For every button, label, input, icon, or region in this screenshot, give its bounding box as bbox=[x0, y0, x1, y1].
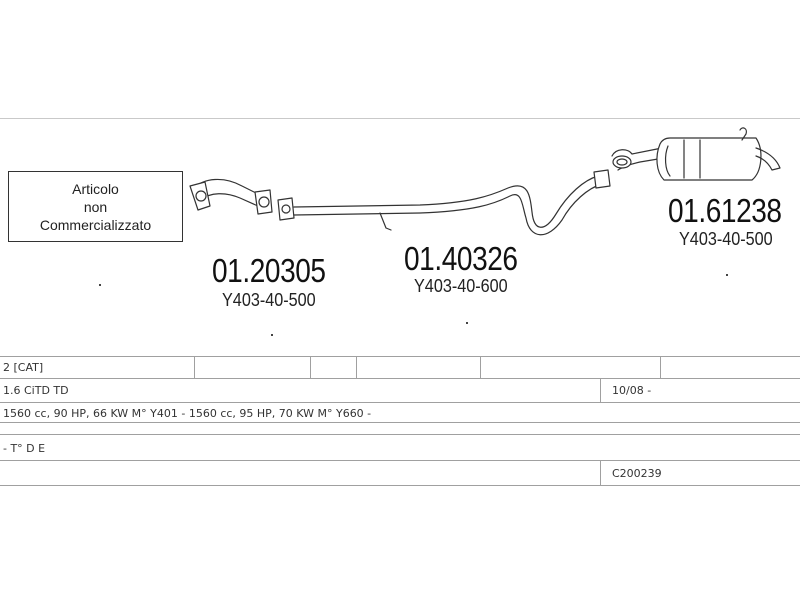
table-row bbox=[0, 402, 800, 423]
center-pipe-drawing[interactable] bbox=[278, 170, 610, 235]
dot-marker bbox=[466, 322, 468, 324]
table-row bbox=[0, 460, 800, 486]
column-separator bbox=[660, 357, 661, 379]
engine-cell: 1560 cc, 90 HP, 66 KW M° Y401 - 1560 cc, 95 HP, 70 KW M° Y660 - bbox=[3, 407, 372, 420]
row-label: 2 [CAT] bbox=[3, 361, 44, 374]
not-available-line-2: non bbox=[83, 198, 108, 215]
table-row bbox=[0, 434, 800, 461]
column-separator bbox=[194, 357, 195, 379]
table-row bbox=[0, 378, 800, 403]
column-separator bbox=[356, 357, 357, 379]
column-separator bbox=[600, 461, 601, 486]
dot-marker bbox=[726, 274, 728, 276]
rear-muffler-drawing[interactable] bbox=[612, 128, 780, 180]
part-ref-center-pipe: Y403-40-600 bbox=[414, 276, 508, 296]
part-ref-rear-muffler: Y403-40-500 bbox=[679, 229, 773, 249]
model-cell: 1.6 CiTD TD bbox=[3, 384, 69, 397]
column-separator bbox=[310, 357, 311, 379]
table-row bbox=[0, 356, 800, 379]
not-available-line-1: Articolo bbox=[72, 180, 119, 197]
not-available-line-3: Commercializzato bbox=[39, 216, 152, 233]
part-code-front-pipe[interactable]: 01.20305 bbox=[212, 252, 326, 289]
part-ref-front-pipe: Y403-40-500 bbox=[222, 290, 316, 310]
reference-code-cell: C200239 bbox=[612, 467, 662, 480]
market-cell: - T° D E bbox=[3, 442, 46, 455]
part-code-center-pipe[interactable]: 01.40326 bbox=[404, 240, 518, 277]
column-separator bbox=[600, 379, 601, 403]
column-separator bbox=[480, 357, 481, 379]
dot-marker bbox=[99, 284, 101, 286]
front-pipe-drawing[interactable] bbox=[190, 179, 272, 214]
date-cell: 10/08 - bbox=[612, 384, 652, 397]
part-code-rear-muffler[interactable]: 01.61238 bbox=[668, 192, 782, 229]
dot-marker bbox=[271, 334, 273, 336]
